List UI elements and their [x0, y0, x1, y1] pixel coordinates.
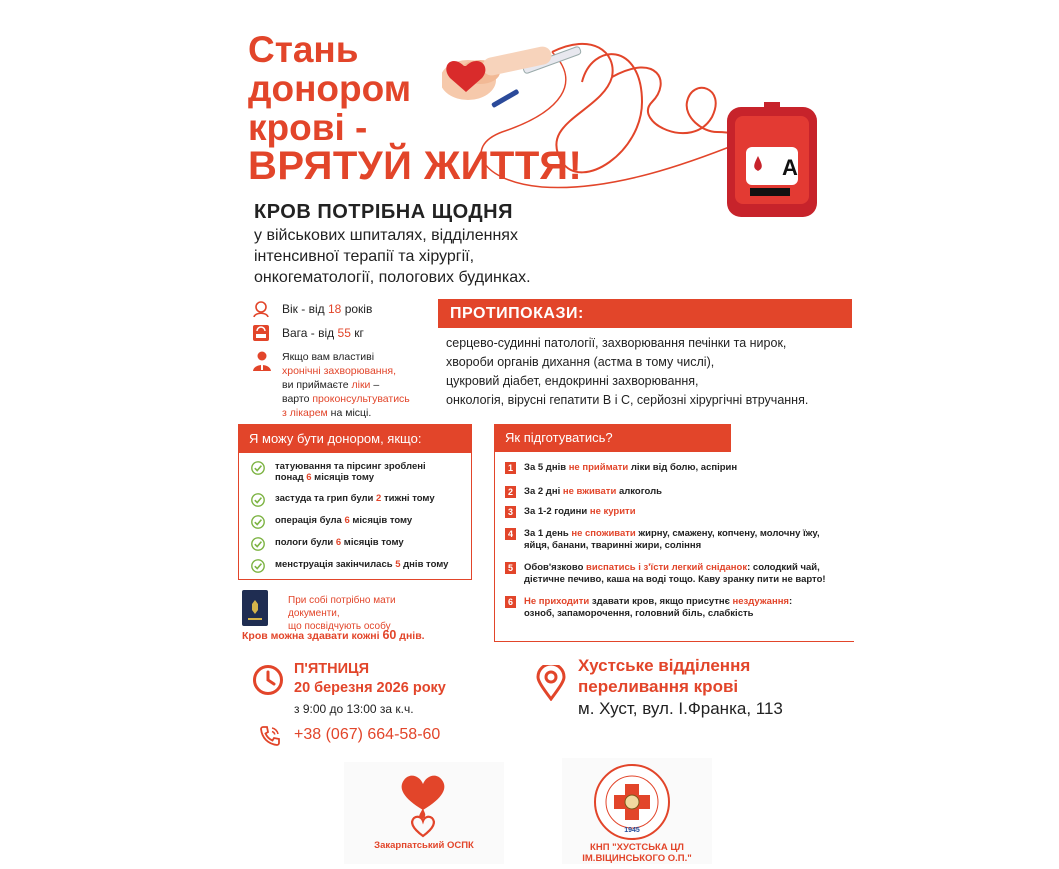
donor-item-4-c: місяців тому	[341, 537, 404, 548]
doctor-icon	[252, 350, 272, 372]
prep-item-2-a: За 2 дні	[524, 486, 563, 497]
donor-conditions-list	[239, 453, 471, 581]
donor-item-1-a: татуювання та пірсинг зроблені	[275, 461, 426, 472]
chronic-worth: варто	[282, 393, 310, 405]
prep-item-3-h: не курити	[589, 506, 636, 517]
need-line-3: онкогематології, пологових будинках.	[254, 269, 531, 286]
prep-item-5-h: виспатись і з'їсти легкий сніданок	[586, 562, 748, 573]
prep-item-1	[505, 462, 848, 486]
donor-item-4-n: 6	[335, 537, 342, 548]
donor-item-2-c: тижні тому	[381, 493, 435, 504]
donor-conditions-box	[238, 424, 472, 580]
interval-prefix: Кров можна здавати кожні	[242, 630, 383, 642]
donor-item-2-a: застуда та грип були	[275, 493, 377, 504]
need-title: КРОВ ПОТРІБНА ЩОДНЯ	[254, 201, 513, 223]
branch-address: м. Хуст, вул. І.Франка, 113	[578, 699, 783, 718]
age-requirement	[252, 300, 372, 318]
location-pin-icon	[536, 665, 566, 701]
weight-value: 55	[337, 326, 351, 340]
prep-item-1-a: За 5 днів	[524, 462, 569, 473]
chronic-line-1: Якщо вам властиві	[282, 351, 375, 363]
prep-number-6: 6	[505, 596, 516, 608]
blood-type-label: A	[782, 155, 798, 180]
hospital-caption	[562, 842, 712, 864]
prep-item-6-h2: нездужання	[732, 596, 789, 607]
branch-line-2: переливання крові	[578, 677, 739, 696]
contra-line-4: онкологія, вірусні гепатити В і С, серйозні хірургічні втручання.	[446, 393, 809, 407]
hospital-caption-line-1: КНП "ХУСТСЬКА ЦЛ	[590, 842, 684, 853]
need-line-2: інтенсивної терапії та хірургії,	[254, 248, 475, 265]
prep-item-6-b: здавати кров, якщо присутнє	[589, 596, 733, 607]
passport-icon	[242, 590, 268, 626]
donor-item-1	[251, 461, 461, 489]
contra-line-3: цукровий діабет, ендокринні захворювання,	[446, 374, 699, 388]
donor-poster	[232, 14, 860, 864]
preparation-list	[495, 452, 854, 630]
donor-item-3-n: 6	[344, 515, 350, 526]
prep-number-2: 2	[505, 486, 516, 498]
hospital-logo-block	[562, 758, 712, 864]
prep-number-1: 1	[505, 462, 516, 474]
check-icon	[251, 537, 265, 551]
donor-item-1-n: 6	[306, 472, 312, 483]
need-line-1: у військових шпиталях, відділеннях	[254, 227, 518, 244]
prep-item-4-c: яйця, банани, тваринні жири, соління	[524, 540, 702, 551]
prep-item-5-c: дієтичне печиво, каша на воді тощо. Каву зранку пити не варто!	[524, 574, 826, 585]
weight-prefix: Вага - від	[282, 326, 335, 340]
contra-line-1: серцево-судинні патології, захворювання печінки та нирок,	[446, 336, 787, 350]
prep-item-5-a: Обов'язково	[524, 562, 587, 573]
ospk-heart-logo	[398, 768, 448, 838]
prep-item-4-h: не споживати	[571, 528, 636, 539]
chronic-doctor: з лікарем	[282, 407, 328, 419]
headline-line-1: Стань	[248, 29, 359, 70]
donor-item-2-n: 2	[376, 493, 382, 504]
weight-requirement	[252, 324, 364, 342]
event-time-range: з 9:00 до 13:00	[294, 702, 377, 716]
check-icon	[251, 493, 265, 507]
prep-number-4: 4	[505, 528, 516, 540]
documents-line-2: що посвідчують особу	[288, 621, 391, 632]
prep-item-5-b: : солодкий чай,	[747, 562, 820, 573]
ospk-logo-block	[344, 762, 504, 864]
donor-item-5-c: днів тому	[400, 559, 449, 570]
age-suffix: років	[344, 302, 373, 316]
event-time-zone: за к.ч.	[379, 702, 414, 716]
check-icon	[251, 515, 265, 529]
contra-line-2: хвороби органів дихання (астма в тому числі),	[446, 355, 715, 369]
weight-suffix: кг	[354, 326, 364, 340]
chronic-dash: –	[370, 379, 380, 391]
chronic-note	[252, 350, 410, 420]
contact-phone[interactable]: +38 (067) 664-58-60	[294, 726, 441, 743]
interval-value: 60	[382, 628, 397, 642]
chronic-line-3: ви приймаєте	[282, 379, 349, 391]
headline-line-2: донором	[248, 68, 412, 109]
need-text	[254, 225, 674, 288]
prep-item-6-b2: :	[788, 596, 793, 607]
prep-item-4-a: За 1 день	[524, 528, 572, 539]
donor-item-5-n: 5	[395, 559, 401, 570]
contraindications-text	[446, 334, 856, 410]
prep-item-1-b: ліки від болю, аспірин	[628, 462, 738, 473]
prep-item-1-h: не приймати	[568, 462, 629, 473]
event-time	[294, 702, 414, 716]
prep-item-5	[505, 562, 848, 596]
donor-item-3-a: операція була	[275, 515, 345, 526]
prep-number-5: 5	[505, 562, 516, 574]
prep-item-4	[505, 528, 848, 562]
prep-item-3-a: За 1-2 години	[524, 506, 590, 517]
headline-line-4: ВРЯТУЙ ЖИТТЯ!	[248, 144, 583, 188]
chronic-onsite: на місці.	[327, 407, 372, 419]
check-icon	[251, 461, 265, 475]
event-day: П'ЯТНИЦЯ	[294, 661, 370, 677]
clock-icon	[252, 664, 284, 696]
donor-conditions-title: Я можу бути донором, якщо:	[239, 425, 471, 453]
branch-line-1: Хустське відділення	[578, 656, 751, 675]
donor-item-1-c: місяців тому	[311, 472, 375, 483]
chronic-consult: проконсультуватись	[312, 393, 410, 405]
interval-suffix: днів.	[396, 630, 425, 642]
documents-line-1: При собі потрібно мати документи,	[288, 595, 396, 619]
donor-item-5	[251, 559, 461, 581]
person-icon	[252, 300, 270, 318]
donor-item-4	[251, 537, 461, 559]
donor-item-5-a: менструація закінчилась	[275, 559, 396, 570]
headline-line-3: крові -	[248, 107, 368, 148]
age-value: 18	[327, 302, 342, 316]
donor-item-1-b: понад	[275, 472, 307, 483]
contraindications-title: ПРОТИПОКАЗИ:	[438, 299, 852, 328]
preparation-box	[494, 424, 854, 642]
phone-icon	[258, 724, 282, 748]
donor-item-2	[251, 493, 461, 515]
preparation-title: Як підготуватись?	[495, 424, 731, 452]
seal-year: 1945	[624, 827, 640, 834]
branch-name	[578, 655, 750, 697]
check-icon	[251, 559, 265, 573]
donor-item-3-c: місяців тому	[349, 515, 413, 526]
age-prefix: Вік - від	[282, 302, 325, 316]
prep-item-6	[505, 596, 848, 630]
hospital-seal-logo	[592, 762, 672, 842]
event-date	[294, 660, 446, 698]
ospk-caption: Закарпатський ОСПК	[374, 840, 474, 851]
prep-item-2-h: не вживати	[562, 486, 617, 497]
chronic-medicine: ліки	[351, 379, 371, 391]
blood-donation-illustration	[442, 22, 842, 222]
donation-interval	[242, 628, 425, 642]
donor-item-4-a: пологи були	[275, 537, 336, 548]
prep-item-2-b: алкоголь	[616, 486, 662, 497]
prep-item-2	[505, 486, 848, 506]
scale-icon	[252, 324, 270, 342]
prep-item-6-c: озноб, запаморочення, головний біль, слабкість	[524, 608, 754, 619]
donor-item-3	[251, 515, 461, 537]
chronic-line-2: хронічні захворювання,	[282, 365, 396, 377]
event-date-text: 20 березня 2026 року	[294, 680, 446, 696]
prep-item-6-h: Не приходити	[524, 596, 590, 607]
prep-item-4-b: жирну, смажену, копчену, молочну їжу,	[635, 528, 820, 539]
prep-item-3	[505, 506, 848, 528]
prep-number-3: 3	[505, 506, 516, 518]
hospital-caption-line-2: ІМ.ВІЦИНСЬКОГО О.П."	[582, 853, 692, 864]
